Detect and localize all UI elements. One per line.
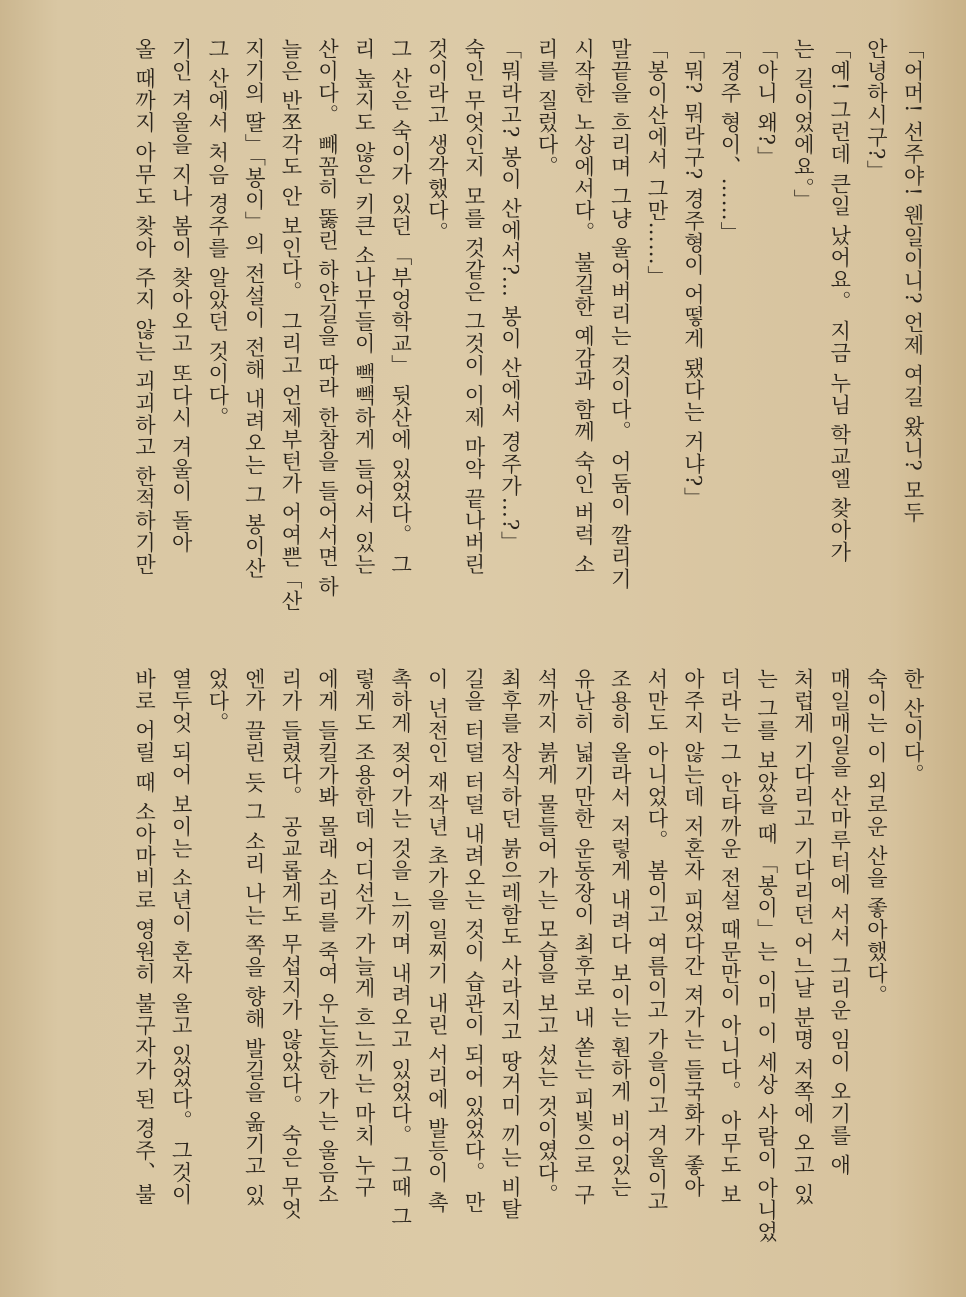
text-column: 안녕하시구?」 (864, 38, 889, 183)
text-column: 리를 질렀다。 (535, 38, 560, 178)
upper-text-tier (70, 38, 930, 648)
text-column: 서만도 아니었다。 봄이고 여름이고 가을이고 겨울이고 (644, 668, 669, 1213)
text-column: 그 산은 숙이가 있던 「부엉학교」 뒷산에 있었다。 그 (388, 38, 413, 576)
text-column: 길을 터덜 터덜 내려오는 것이 습관이 되어 있었다。 만 (461, 668, 486, 1214)
text-column: 리 높지도 않은 키큰 소나무들이 빽빽하게 들어서 있는 (352, 38, 377, 576)
text-column: 었다。 (205, 668, 230, 734)
text-column: 조용히 올라서 저렇게 내려다 보이는 훤하게 비어있는 (608, 668, 633, 1199)
text-column: 숙인 무엇인지 모를 것같은 그것이 이제 마악 끝나버린 (461, 38, 486, 576)
text-column: 「어머! 선주야! 웬일이니? 언제 여길 왔니? 모두 (901, 38, 925, 524)
text-column: 올 때까지 아무도 찾아 주지 않는 괴괴하고 한적하기만 (132, 38, 157, 576)
text-column: 말끝을 흐리며 그냥 울어버리는 것이다。 어둠이 깔리기 (608, 38, 633, 591)
text-column: 는 그를 보았을 때 「봉이」는 이미 이 세상 사람이 아니었 (754, 668, 779, 1244)
text-column: 유난히 넓기만한 운동장이 최후로 내 쏟는 피빛으로 구 (571, 668, 596, 1206)
text-column: 「봉이산에서 그만……」 (644, 38, 669, 288)
text-column: 「아니 왜?」 (754, 38, 779, 168)
text-column: 는 길이었에요。」 (791, 38, 816, 212)
text-column: 늘은 반쪼각도 안 보인다。 그리고 언제부턴가 어여쁜「산 (278, 38, 303, 613)
text-column: 그 산에서 처음 경주를 알았던 것이다。 (205, 38, 230, 429)
text-column: 엔가 끌린 듯 그 소리 나는 쪽을 향해 발길을 옮기고 있 (242, 668, 267, 1207)
text-column: 「뭐라고? 봉이 산에서?… 봉이 산에서 경주가…?」 (498, 38, 523, 554)
text-column: 숙이는 이 외로운 산을 좋아했다。 (864, 668, 889, 1007)
text-column: 「경주 형이、……」 (718, 38, 743, 244)
text-column: 산이다。 빼꼼히 뚫린 하얀길을 따라 한참을 들어서면 하 (315, 38, 340, 598)
text-column: 이 넌전인 재작년 초가을 일찌기 내린 서리에 발등이 촉 (425, 668, 450, 1214)
text-column: 처럽게 기다리고 기다리던 어느날 분명 저쪽에 오고 있 (791, 668, 816, 1206)
text-column: 석까지 붉게 물들어 가는 모습을 보고 섰는 것이였다。 (535, 668, 560, 1206)
text-column: 촉하게 젖어가는 것을 느끼며 내려오고 있었다。 그때 그 (388, 668, 413, 1228)
text-column: 바로 어릴 때 소아마비로 영원히 불구자가 된 경주、불 (132, 668, 157, 1206)
text-column: 한 산이다。 (901, 668, 925, 786)
text-column: 최후를 장식하던 붉으레함도 사라지고 땅거미 끼는 비탈 (498, 668, 523, 1221)
text-column: 매일매일을 산마루터에 서서 그리운 임이 오기를 애 (827, 668, 852, 1177)
text-column: 것이라고 생각했다。 (425, 38, 450, 244)
lower-text-tier (70, 668, 930, 1278)
text-column: 지기의 딸」「봉이」의 전설이 전해 내려오는 그 봉이산 (242, 38, 267, 580)
text-column: 「뭐? 뭐라구? 경주형이 어떻게 됐다는 거냐?」 (681, 38, 706, 510)
text-column: 더라는 그 안타까운 전설 때문만이 아니다。 아무도 보 (718, 668, 743, 1206)
text-column: 에게 들킬가봐 몰래 소리를 죽여 우는듯한 가는 울음소 (315, 668, 340, 1206)
text-column: 「예! 그런데 큰일 났어요。 지금 누님 학교엘 찾아가 (827, 38, 852, 564)
text-column: 리가 들렸다。 공교롭게도 무섭지가 않았다。 숙은 무엇 (278, 668, 303, 1221)
text-column: 기인 겨울을 지나 봄이 찾아오고 또다시 겨울이 돌아 (169, 38, 194, 554)
text-column: 열두엇 되어 보이는 소년이 혼자 울고 있었다。 그것이 (169, 668, 194, 1206)
text-column: 시작한 노상에서다。 불길한 예감과 함께 숙인 버럭 소 (571, 38, 596, 576)
text-column: 아주지 않는데 저혼자 피었다간 져가는 들국화가 좋아 (681, 668, 706, 1199)
text-column: 렇게도 조용한데 어디선가 가늘게 흐느끼는 마치 누구 (352, 668, 377, 1199)
